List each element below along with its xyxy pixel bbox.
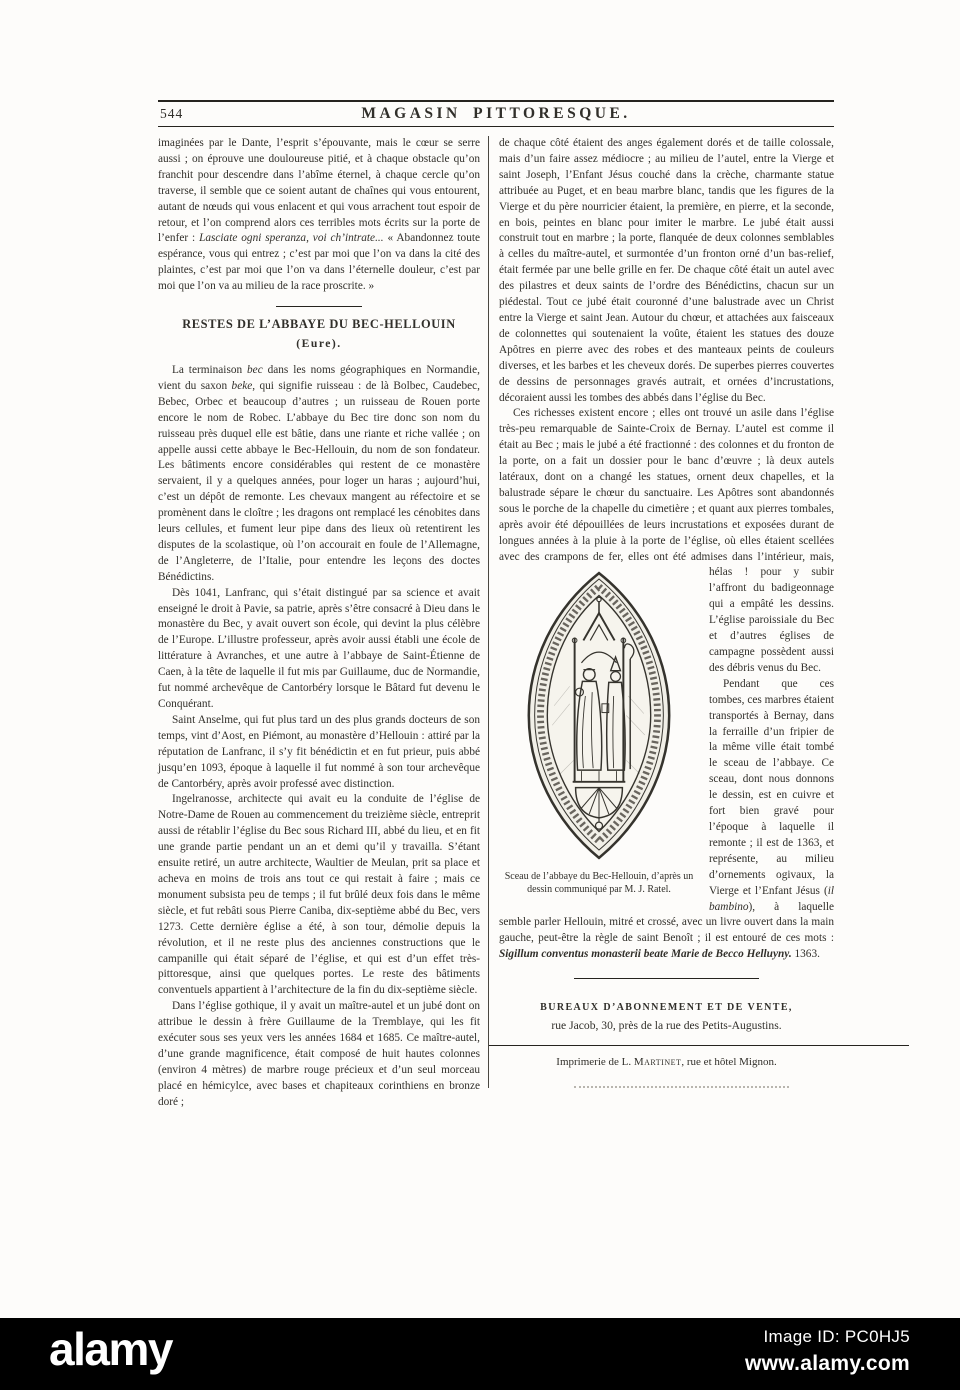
text-segment-italic: beke	[231, 379, 253, 392]
bureaux-heading: BUREAUX D’ABONNEMENT ET DE VENTE,	[540, 1002, 793, 1014]
article-subtitle: (Eure).	[296, 337, 342, 351]
text-segment: , qui signifie ruisseau : de là Bolbec, Caudebec, Bebec, Orbec et beaucoup d’autres ; un ruisseau de Rouen porte encore le nom de Robec. L’abbaye du Bec tire donc son nom du ruisseau près duquel elle est bâtie, dans une riante et riche vallée ; on appelle aussi cette abbaye le Bec-Hellouin, du nom de son fondateur. Les bâtiments encore considérables qui restent de ce monastère servaient, il y a quelques années, pour loger un haras ; aujourd’hui, c’est un dépôt de remonte. Les chevaux mangent au réfectoire et se promènent dans le cloître ; les dragons ont remplacé les cénobites dans leurs cellules, et fument leur pipe dans des lieux où retentirent les disputes de la scolastique, où l’on accourait en foule de l’Allemagne, de l’Angleterre, de l’Italie, pour entendre les leçons des doctes Bénédictins.	[158, 379, 480, 583]
text-segment-italic: bec	[247, 363, 263, 376]
paragraph-ingelranosse: Ingelranosse, architecte qui avait eu la conduite de l’église de Notre-Dame de Rouen au commencement du treizième siècle, entreprit aussi de rétablir l’église du Bec sous Richard III, abbé du lieu, et en fit une grande partie pendant un an et demi qu’il y travailla. S’étant ensuite retiré, un autre architecte, Waultier de Meulan, prit sa place et acheva en moins de trois ans tout ce qui restait à faire ; mais ce monument subsista peu de temps ; il fut brûlé deux fois dans le même siècle, et fut rebâti sous Pierre Caniba, dix-septième abbé du Bec, vers 1273. Cette dernière église a été, à son tour, démolie depuis la révolution, et il ne reste plus des anciennes constructions que le campanille qui était séparé de l’église, et qui est d’un effet très-pittoresque, ainsi que quelques portes. Le reste des bâtiments conventuels appartient à l’architecture de la fin du dix-septième siècle.	[158, 793, 480, 997]
bureaux-address: rue Jacob, 30, près de la rue des Petits-Augustins.	[551, 1019, 782, 1033]
text-segment: Pendant que ces tombes, ces marbres étaient transportés à Bernay, dans la ferraille d’un fripier de la même ville était tombé le sceau de l’abbaye. Ce sceau, dont nous donnons le dessin, est en cuivre et fort bien gravé pour l’époque à laquelle il remonte ; il est de 1363, et représente, au milieu d’ornements ogivaux, la Vierge et l’Enfant Jésus (	[709, 677, 834, 897]
paragraph-anges-dores: de chaque côté étaient des anges également dorés et de taille colossale, mais d’un faire assez médiocre ; au milieu de l’autel, entre la Vierge et saint Joseph, l’Enfant Jésus couché dans la crèche, charmante statue attribuée au Puget, et en beau marbre blanc, tandis que les figures de la Vierge et du père nourricier étaient, la première, en pierre, et la seconde, en bois, peintes en blanc pour imiter le marbre. Le jubé était aussi construit tout en marbre ; la porte, flanquée de deux colonnes semblables à celles du maître-autel, et surmontée d’un fronton orné d’un bas-relief, était fermée par une belle grille en fer. De chaque côté était un autel avec des pilastres et deux saints de l’ordre des Bénédictins, chacun sur un piédestal. Tout ce jubé était couronné d’une balustrade avec un Christ entre la Vierge et saint Jean. Autour du chœur, et attachées aux faisceaux de colonnettes qui soutenaient la voûte, étaient les statues des douze Apôtres en pierre avec des robes et des manteaux peints de couleurs diverses, et les barbes et les cheveux dorés. De superbes pierres couvertes de dessins de personnages gravés autrait, et ornées d’incrustations, décoraient aussi les tombes des abbés dans l’église du Bec.	[499, 137, 834, 404]
page-number: 544	[160, 106, 184, 121]
seal-figure	[499, 568, 699, 896]
text-segment-italic: Lasciate ogni speranza, voi ch’intrate...	[199, 232, 384, 245]
text-segment: dans les noms géographiques en Normandie, vient du saxon	[158, 363, 480, 392]
paragraph-lanfranc: Dès 1041, Lanfranc, qui s’était distingué par sa science et avait enseigné le droit à Pavie, sa patrie, après s’être consacré à Dieu dans le monastère du Bec, y avait ouvert son école, qui devint la plus célèbre de l’Europe. L’illustre professeur, après avoir aussi établi une école de littérature à Avranches, et une autre à l’abbaye de Saint-Étienne de Caen, à la tête de laquelle il fut mis par Guillaume, duc de Normandie, fut nommé archevêque de Cantorbéry lorsque le Bâtard fut devenu le Conquérant.	[158, 586, 480, 710]
text-segment: La terminaison	[172, 363, 248, 376]
left-column	[158, 136, 480, 1111]
text-segment: ), à laquelle semble parler Hellouin, mitré et crossé, avec un livre ouvert dans la main gauche, peut-être la règle de saint Benoît ; il est entouré de ces mots :	[499, 900, 834, 945]
watermark-bar	[0, 1318, 960, 1390]
text-segment: mais, hélas ! pour y subir l’affront du badigeonnage qui a empâté les dessins. L’église paroissiale du Bec et d’autres églises de campagne possèdent aussi des débris venus du Bec.	[709, 550, 834, 674]
masthead-bottom-rule	[158, 126, 834, 127]
section-separator-rule	[276, 306, 362, 307]
page-content	[158, 100, 834, 1111]
seal-caption: Sceau de l’abbaye du Bec-Hellouin, d’après un dessin communiqué par M. J. Ratel.	[504, 871, 694, 896]
paragraph-dante-continuation	[158, 136, 480, 295]
text-segment-italic: il bambino	[709, 884, 834, 913]
imprint-line	[499, 1055, 834, 1070]
paragraph-terminaison-bec	[158, 363, 480, 586]
right-column	[488, 136, 834, 1088]
printer-name: Martinet	[633, 1056, 682, 1069]
text-columns	[158, 136, 834, 1111]
paragraph-eglise-gothique: Dans l’église gothique, il y avait un maître-autel et un jubé dont on attribue le dessin à frère Guillaume de la Tremblaye, qui les fit exécuter sous ses yeux vers les années 1684 et 1685. Ce maître-autel, d’une grande magnificence, était composé de huit hautes colonnes (environ 4 mètres) de marbre rouge précieux et d’un seul morceau placé en hémicylce, avec bases et chapiteaux corinthiens en bronze doré ;	[158, 1000, 480, 1108]
masthead	[158, 100, 834, 127]
watermark-info	[745, 1327, 910, 1376]
journal-title: MAGASIN PITTORESQUE.	[361, 105, 631, 122]
text-segment: Imprimerie de L.	[556, 1056, 634, 1069]
end-of-article-rule	[574, 978, 759, 979]
faint-dotted-rule	[574, 1086, 789, 1088]
alamy-logo: alamy	[49, 1323, 172, 1375]
seal-engraving	[521, 568, 677, 863]
text-segment: « Abandonnez toute espérance, vous qui entrez ; c’est par moi que l’on va dans la cité des plaintes, c’est par moi que l’on va dans l’éternelle douleur, c’est par moi que l’on va au milieu de la race proscrite. »	[158, 232, 480, 293]
alamy-url: www.alamy.com	[745, 1352, 910, 1375]
image-id-label: Image ID: PC0HJ5	[763, 1327, 910, 1346]
article-title: RESTES DE L’ABBAYE DU BEC-HELLOUIN	[182, 317, 456, 332]
text-segment: , rue et hôtel Mignon.	[681, 1056, 777, 1069]
text-segment: Ces richesses existent encore ; elles ont trouvé un asile dans l’église très-peu remarquable de Sainte-Croix de Bernay. L’autel est comme il était au Bec ; mais le jubé a été fractionné : des colonnes et du fronton de la porte, on a fait un dossier pour le banc d’œuvre ; là deux autels latéraux, dont on a changé les statues, ornent deux chapelles, et la balustrade sépare le chœur du sanctuaire. Les Apôtres sont abandonnés sous le porche de la chapelle du cimetière ; et quant aux pierres tombales, après avoir été dépouillées de leurs incrustations et exposées durant de longues années à la pluie à la porte de l’église, où elles étaient scellées avec des crampons de fer, elles ont été admises dans l’intérieur,	[499, 407, 834, 563]
paragraph-saint-anselme: Saint Anselme, qui fut plus tard un des plus grands docteurs de son temps, vint d’Aost, en Piémont, au monastère d’Hellouin : attiré par la réputation de Lanfranc, il s’y fit bénédictin et en fut prieur, puis abbé jusqu’en 1093, époque à laquelle il fut nommé à son tour archevêque de Cantorbéry, après avoir professé avec distinction.	[158, 713, 480, 790]
imprint-rule	[489, 1045, 909, 1046]
text-segment-inscription: Sigillum conventus monasterii beate Marie de Becco Helluyny.	[499, 948, 792, 961]
text-segment: imaginées par le Dante, l’esprit s’épouvante, mais le cœur se serre aussi ; on éprouve une douloureuse pitié, et à chaque obstacle qu’on franchit pour descendre dans l’abîme éternel, à chaque cercle qu’on traverse, il semble que ce soient autant de chaînes qui vous entourent, autant de nœuds qui vous enlacent et qui vous arrachent tout espoir de retour, et l’on comprend alors ces terribles mots écrits sur la porte de l’enfer :	[158, 137, 480, 245]
text-segment: 1363.	[791, 948, 820, 961]
